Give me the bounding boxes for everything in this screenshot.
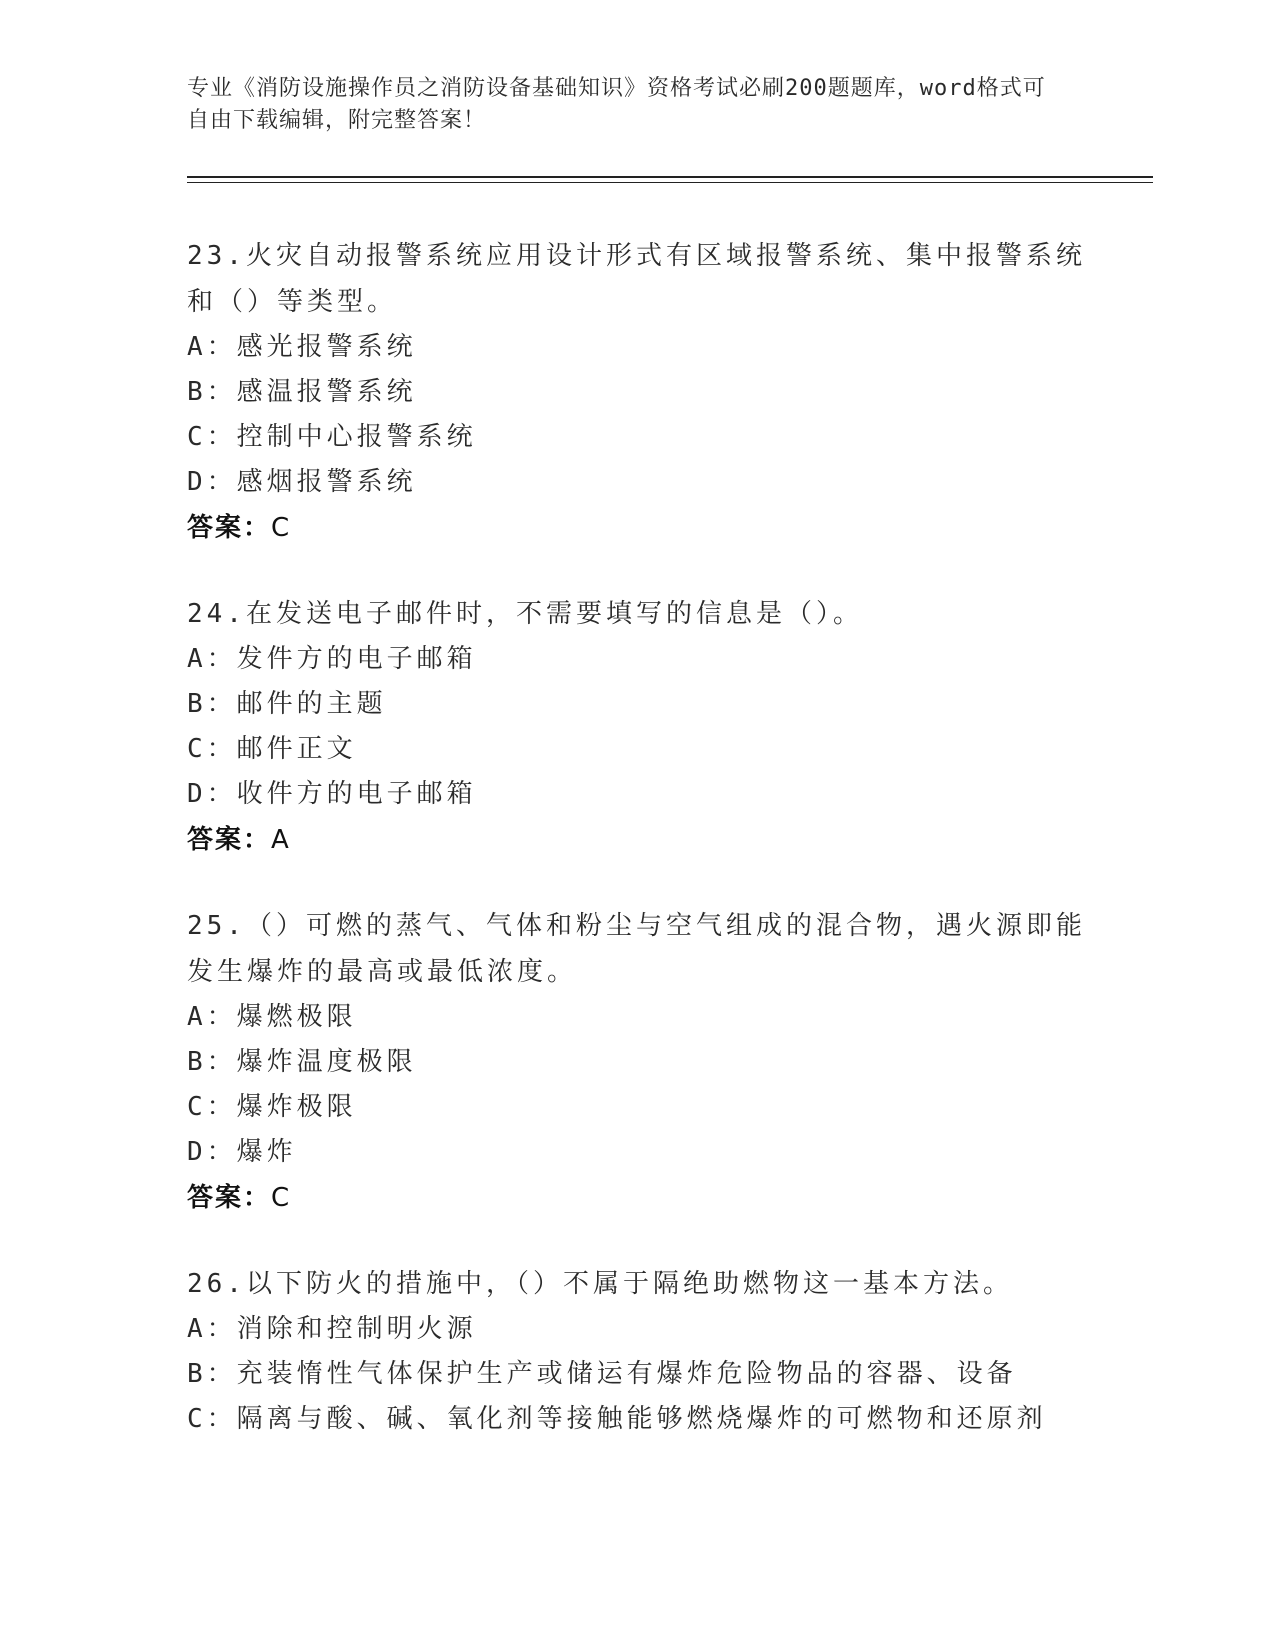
question-text: 26.以下防火的措施中，（）不属于隔绝助燃物这一基本方法。: [187, 1269, 1013, 1299]
option-a: A：消除和控制明火源: [187, 1314, 477, 1344]
option-c: C：爆炸极限: [187, 1092, 357, 1122]
answer-value: C: [271, 1183, 292, 1213]
answer-label: 答案：: [187, 513, 272, 543]
option-d: D：感烟报警系统: [187, 467, 417, 497]
option-a: A：感光报警系统: [187, 332, 417, 362]
question-text: 23.火灾自动报警系统应用设计形式有区域报警系统、集中报警系统和（）等类型。: [187, 241, 1086, 317]
answer-line: [187, 1175, 1087, 1221]
option-c: C：隔离与酸、碱、氧化剂等接触能够燃烧爆炸的可燃物和还原剂: [187, 1404, 1047, 1434]
answer-value: A: [271, 825, 291, 855]
header-divider-thin: [187, 182, 1153, 183]
question-list: [187, 233, 1087, 1482]
option-d: D：爆炸: [187, 1137, 297, 1167]
answer-line: [187, 505, 1087, 551]
question-text: 24.在发送电子邮件时，不需要填写的信息是（）。: [187, 599, 863, 629]
option-b: B：爆炸温度极限: [187, 1047, 417, 1077]
document-header: 专业《消防设施操作员之消防设备基础知识》资格考试必刷200题题库，word格式可自由下载编辑，附完整答案！: [187, 76, 1046, 133]
answer-label: 答案：: [187, 825, 272, 855]
option-d: D：收件方的电子邮箱: [187, 779, 477, 809]
question-23: [187, 233, 1087, 551]
question-26: [187, 1261, 1087, 1442]
option-b: B：感温报警系统: [187, 377, 417, 407]
question-25: [187, 903, 1087, 1221]
option-b: B：邮件的主题: [187, 689, 387, 719]
option-b: B：充装惰性气体保护生产或储运有爆炸危险物品的容器、设备: [187, 1359, 1017, 1389]
option-c: C：控制中心报警系统: [187, 422, 477, 452]
option-a: A：爆燃极限: [187, 1002, 357, 1032]
option-a: A：发件方的电子邮箱: [187, 644, 477, 674]
answer-line: [187, 817, 1087, 863]
question-text: 25.（）可燃的蒸气、气体和粉尘与空气组成的混合物，遇火源即能发生爆炸的最高或最低浓度。: [187, 911, 1086, 987]
answer-label: 答案：: [187, 1183, 272, 1213]
header-divider-thick: [187, 176, 1153, 178]
option-c: C：邮件正文: [187, 734, 357, 764]
answer-value: C: [271, 513, 292, 543]
question-24: [187, 591, 1087, 863]
